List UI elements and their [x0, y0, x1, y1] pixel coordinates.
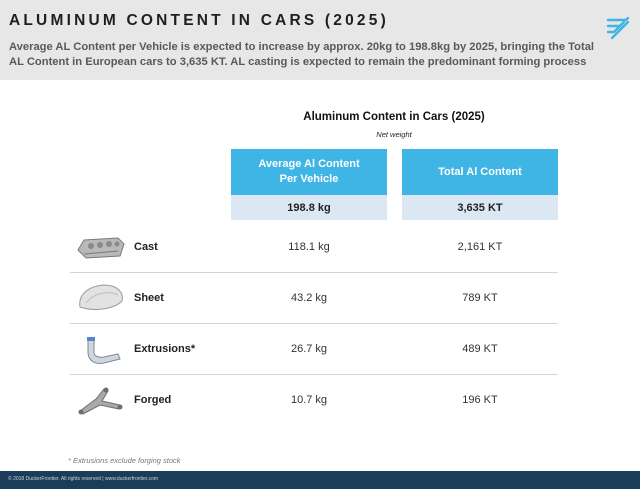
footer-copyright: © 2018 DuckerFrontier. All rights reserved | www.duckerfrontier.com [8, 476, 159, 482]
table-title: Aluminum Content in Cars (2025) [303, 111, 485, 123]
column-header-total [402, 149, 558, 195]
row-total-value: 489 KT [462, 342, 498, 355]
row-avg-value: 118.1 kg [288, 240, 330, 253]
sheet-hood-panel-icon [74, 281, 126, 315]
footnote: * Extrusions exclude forging stock [68, 456, 181, 465]
row-label: Cast [134, 240, 158, 253]
column-total-avg: 198.8 kg [231, 195, 387, 220]
extrusion-profile-icon [74, 332, 126, 366]
row-avg-value: 26.7 kg [290, 342, 328, 355]
table-row-sheet [70, 272, 558, 323]
table-subtitle: Net weight [376, 130, 412, 139]
page-subtitle: Average AL Content per Vehicle is expected to increase by approx. 20kg to 198.8kg by 2025, bringing the Total AL Content in European cars to 3,635 KT. AL casting is expected to remain the predominant forming process [9, 41, 595, 68]
row-avg-value: 10.7 kg [290, 393, 328, 406]
header-banner [0, 0, 640, 80]
table-row-cast [70, 221, 558, 272]
row-label: Sheet [134, 291, 164, 304]
row-total-value: 2,161 KT [457, 240, 503, 253]
row-avg-value: 43.2 kg [290, 291, 328, 304]
page-title: ALUMINUM CONTENT IN CARS (2025) [9, 12, 389, 29]
table-row-forged [70, 374, 558, 425]
column-total-total: 3,635 KT [402, 195, 558, 220]
column-header-avg [231, 149, 387, 195]
column-header-avg-label: Average Al Content Per Vehicle [258, 158, 360, 185]
row-label: Extrusions* [134, 342, 196, 355]
table-row-extrusions [70, 323, 558, 374]
forged-control-arm-icon [74, 383, 126, 417]
column-header-total-label: Total Al Content [438, 165, 522, 178]
row-label: Forged [134, 393, 172, 406]
cast-engine-block-icon [74, 230, 126, 264]
footer-bar [0, 471, 640, 489]
row-total-value: 196 KT [462, 393, 498, 406]
row-total-value: 789 KT [462, 291, 498, 304]
company-logo-icon [604, 14, 632, 42]
